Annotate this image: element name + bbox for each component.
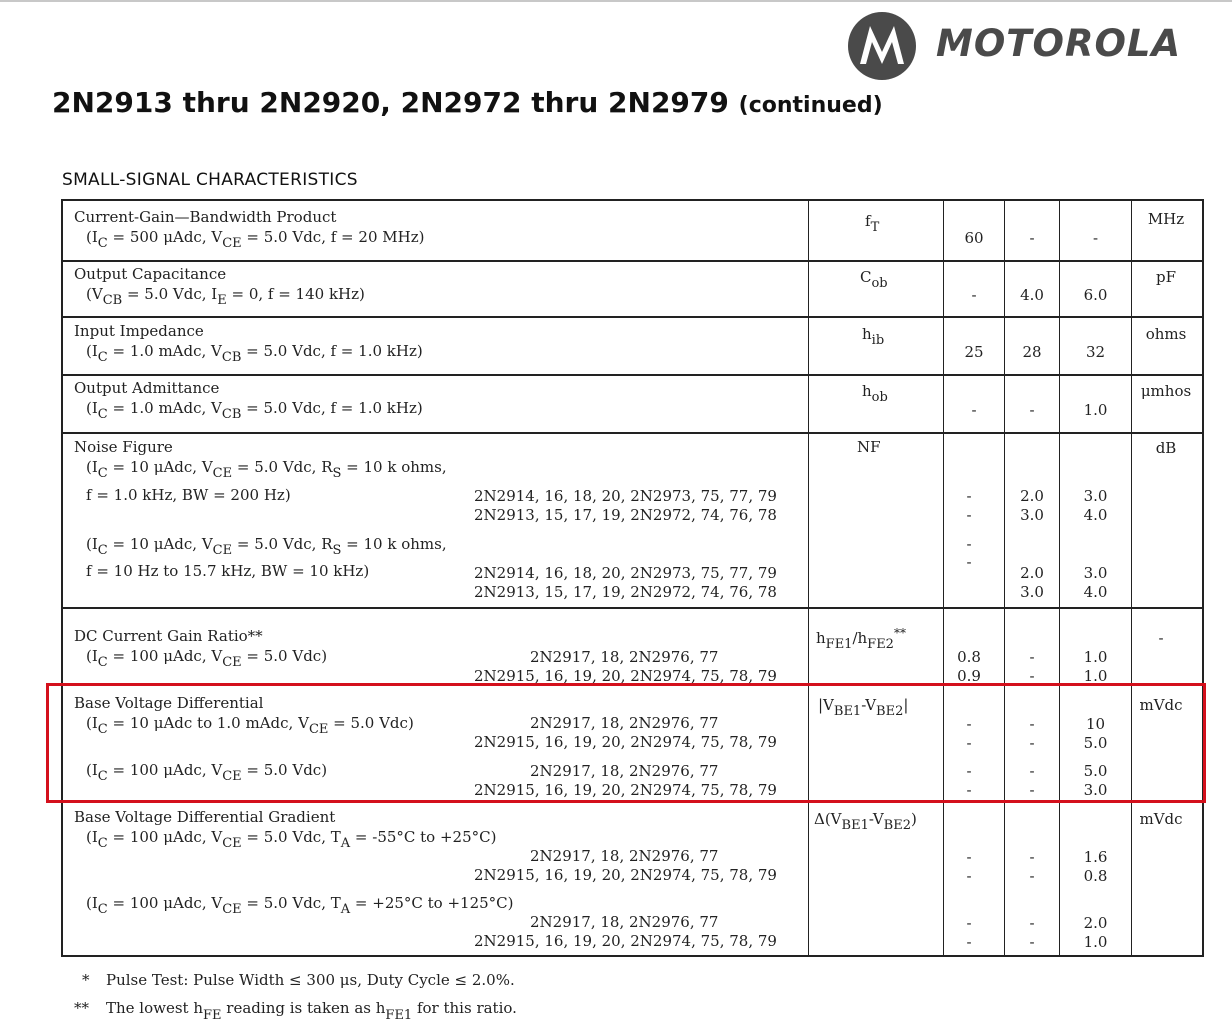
title-main: 2N2913 thru 2N2920, 2N2972 thru 2N2979	[52, 86, 729, 119]
min-value: -	[966, 506, 972, 524]
param-condition: ($I_C = 1.0$ mAdc, $V_{CB} = 5.0$ Vdc, f = 1.0 kHz)	[86, 399, 423, 422]
document-title	[52, 86, 883, 119]
typ-value: -	[1029, 648, 1035, 666]
max-value: 4.0	[1083, 583, 1108, 601]
param-symbol: $f_T$	[865, 212, 880, 235]
column-divider	[943, 199, 944, 955]
row-divider	[61, 432, 1202, 434]
param-symbol: $h_{ob}$	[862, 382, 888, 405]
max-value: 4.0	[1083, 506, 1108, 524]
min-value: -	[966, 487, 972, 505]
part-numbers: 2N2917, 18, 2N2976, 77	[530, 714, 719, 732]
footnote-text: Pulse Test: Pulse Width ≤ 300 μs, Duty Cycle ≤ 2.0%.	[106, 971, 515, 989]
unit-value: ohms	[1145, 325, 1187, 343]
max-value: 0.8	[1083, 867, 1108, 885]
param-name: Output Admittance	[74, 379, 220, 397]
typ-value: 3.0	[1020, 583, 1044, 601]
part-numbers: 2N2917, 18, 2N2976, 77	[530, 913, 719, 931]
typ-value: -	[1029, 715, 1035, 733]
footnote-mark: *	[82, 971, 90, 989]
param-condition: f = 10 Hz to 15.7 kHz, BW = 10 kHz)	[86, 562, 370, 580]
typ-value: -	[1029, 667, 1035, 685]
highlight-box	[46, 683, 1206, 803]
param-condition: ($I_C = 10$ μAdc to 1.0 mAdc, $V_{CE} = 5.0$ Vdc)	[86, 714, 414, 737]
typ-value: -	[1029, 781, 1035, 799]
max-value: 32	[1085, 343, 1106, 361]
part-numbers: 2N2913, 15, 17, 19, 2N2972, 74, 76, 78	[474, 583, 777, 601]
param-name: Input Impedance	[74, 322, 204, 340]
param-symbol: $\Delta(V_{BE1}-V_{BE2})$	[814, 810, 917, 833]
part-numbers: 2N2915, 16, 19, 20, 2N2974, 75, 78, 79	[474, 781, 777, 799]
param-condition: ($I_C = 10$ μAdc, $V_{CE} = 5.0$ Vdc, $R_S = 10$ k ohms,	[86, 535, 447, 558]
column-divider	[808, 199, 809, 955]
param-symbol: $h_{FE1}/h_{FE2}^{**}$	[816, 626, 906, 652]
max-value: 1.0	[1083, 933, 1108, 951]
max-value: 3.0	[1083, 564, 1108, 582]
typ-value: -	[1029, 229, 1035, 247]
param-condition: ($I_C = 10$ μAdc, $V_{CE} = 5.0$ Vdc, $R_S = 10$ k ohms,	[86, 458, 447, 481]
row-divider	[61, 374, 1202, 376]
part-numbers: 2N2915, 16, 19, 20, 2N2974, 75, 78, 79	[474, 667, 777, 685]
param-condition: ($I_C = 100$ μAdc, $V_{CE} = 5.0$ Vdc)	[86, 761, 328, 784]
min-value: -	[966, 734, 972, 752]
param-name: Base Voltage Differential	[74, 694, 264, 712]
typ-value: -	[1029, 867, 1035, 885]
max-value: 1.0	[1083, 648, 1108, 666]
max-value: 3.0	[1083, 487, 1108, 505]
part-numbers: 2N2915, 16, 19, 20, 2N2974, 75, 78, 79	[474, 932, 777, 950]
part-numbers: 2N2915, 16, 19, 20, 2N2974, 75, 78, 79	[474, 866, 777, 884]
unit-value: pF	[1155, 268, 1176, 286]
param-name: Base Voltage Differential Gradient	[74, 808, 336, 826]
min-value: -	[971, 401, 977, 419]
section-title: SMALL-SIGNAL CHARACTERISTICS	[62, 170, 358, 190]
param-symbol: NF	[857, 438, 881, 456]
param-symbol: $h_{ib}$	[862, 325, 885, 348]
top-rule	[0, 0, 1232, 2]
part-numbers: 2N2915, 16, 19, 20, 2N2974, 75, 78, 79	[474, 733, 777, 751]
max-value: -	[1092, 229, 1099, 247]
param-condition: ($V_{CB} = 5.0$ Vdc, $I_E = 0$, f = 140 kHz)	[86, 285, 365, 308]
brand-name: MOTOROLA	[936, 22, 1182, 65]
min-value: -	[966, 762, 972, 780]
typ-value: -	[1029, 734, 1035, 752]
min-value: -	[966, 914, 972, 932]
param-name: Current-Gain—Bandwidth Product	[74, 208, 337, 226]
max-value: 6.0	[1083, 286, 1108, 304]
param-symbol: $|V_{BE1}-V_{BE2}|$	[818, 696, 909, 719]
min-value: -	[966, 715, 972, 733]
unit-value: mVdc	[1139, 696, 1183, 714]
param-condition: ($I_C = 100$ μAdc, $V_{CE} = 5.0$ Vdc, $T_A = +25^\circ C$ to +125°C)	[86, 894, 514, 917]
typ-value: 3.0	[1020, 506, 1044, 524]
param-symbol: $C_{ob}$	[860, 268, 888, 291]
row-divider	[61, 316, 1202, 318]
part-numbers: 2N2917, 18, 2N2976, 77	[530, 847, 719, 865]
param-condition: f = 1.0 kHz, BW = 200 Hz)	[86, 486, 291, 504]
param-condition: ($I_C = 500$ μAdc, $V_{CE} = 5.0$ Vdc, f = 20 MHz)	[86, 228, 425, 251]
max-value: 1.6	[1083, 848, 1108, 866]
max-value: 5.0	[1083, 734, 1108, 752]
min-value: 60	[964, 229, 984, 247]
min-value: -	[966, 933, 972, 951]
unit-value: μmhos	[1140, 382, 1192, 400]
part-numbers: 2N2913, 15, 17, 19, 2N2972, 74, 76, 78	[474, 506, 777, 524]
min-value: -	[966, 535, 972, 553]
min-value: 0.8	[957, 648, 981, 666]
param-name: DC Current Gain Ratio**	[74, 627, 263, 645]
param-name: Output Capacitance	[74, 265, 227, 283]
footnote-text: The lowest $h_{FE}$ reading is taken as $h_{FE1}$ for this ratio.	[106, 999, 517, 1023]
min-value: -	[971, 286, 977, 304]
motorola-batwing-icon	[848, 12, 916, 80]
param-name: Noise Figure	[74, 438, 173, 456]
typ-value: -	[1029, 933, 1035, 951]
title-suffix: (continued)	[738, 93, 883, 118]
typ-value: -	[1029, 848, 1035, 866]
typ-value: 4.0	[1020, 286, 1044, 304]
max-value: 10	[1085, 715, 1106, 733]
max-value: 2.0	[1083, 914, 1108, 932]
max-value: 1.0	[1083, 401, 1108, 419]
unit-value: -	[1158, 629, 1164, 647]
row-divider	[61, 607, 1202, 609]
min-value: -	[966, 781, 972, 799]
max-value: 1.0	[1083, 667, 1108, 685]
max-value: 5.0	[1083, 762, 1108, 780]
column-divider	[1131, 199, 1132, 955]
unit-value: dB	[1155, 439, 1177, 457]
row-divider	[61, 260, 1202, 262]
typ-value: -	[1029, 914, 1035, 932]
typ-value: -	[1029, 401, 1035, 419]
typ-value: -	[1029, 762, 1035, 780]
param-condition: ($I_C = 100$ μAdc, $V_{CE} = 5.0$ Vdc, $T_A = -55^\circ C$ to +25°C)	[86, 828, 497, 851]
part-numbers: 2N2914, 16, 18, 20, 2N2973, 75, 77, 79	[474, 564, 777, 582]
typ-value: 28	[1022, 343, 1042, 361]
param-condition: ($I_C = 100$ μAdc, $V_{CE} = 5.0$ Vdc)	[86, 647, 328, 670]
min-value: 0.9	[957, 667, 981, 685]
part-numbers: 2N2917, 18, 2N2976, 77	[530, 648, 719, 666]
min-value: 25	[964, 343, 984, 361]
param-condition: ($I_C = 1.0$ mAdc, $V_{CB} = 5.0$ Vdc, f = 1.0 kHz)	[86, 342, 423, 365]
part-numbers: 2N2914, 16, 18, 20, 2N2973, 75, 77, 79	[474, 487, 777, 505]
min-value: -	[966, 848, 972, 866]
max-value: 3.0	[1083, 781, 1108, 799]
unit-value: mVdc	[1139, 810, 1183, 828]
part-numbers: 2N2917, 18, 2N2976, 77	[530, 762, 719, 780]
typ-value: 2.0	[1020, 564, 1044, 582]
footnote-mark: **	[74, 999, 89, 1017]
unit-value: MHz	[1147, 210, 1185, 228]
typ-value: 2.0	[1020, 487, 1044, 505]
min-value: -	[966, 867, 972, 885]
min-value: -	[966, 553, 972, 571]
